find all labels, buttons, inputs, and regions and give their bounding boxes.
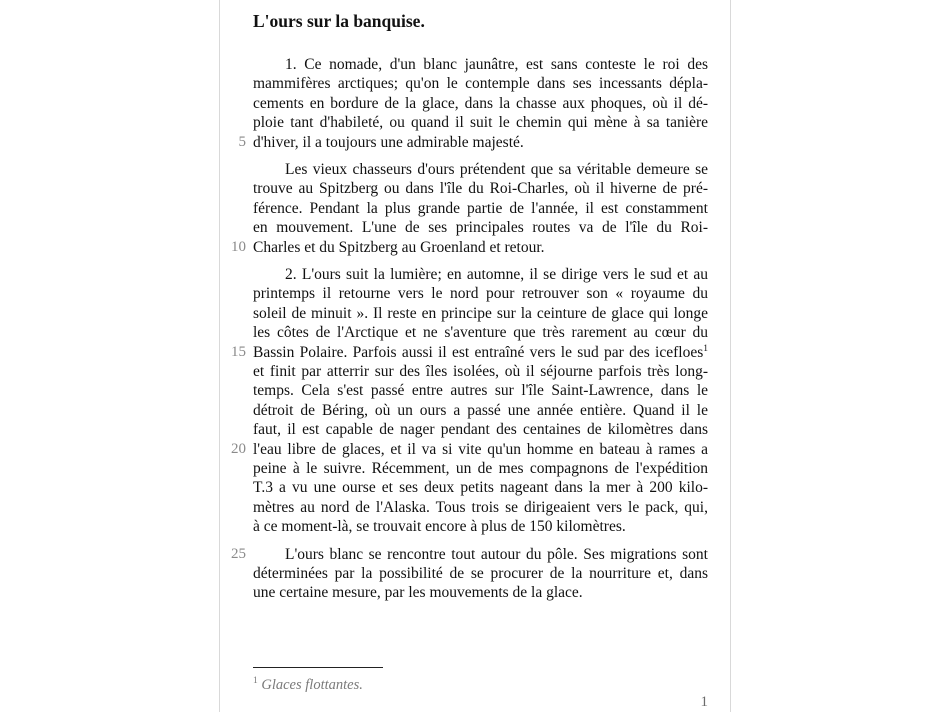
text-line [253, 238, 708, 257]
line-text: peine à le suivre. Récemment, un de mes compagnons de l'expédition [253, 460, 708, 477]
line-text: mammifères arctiques; qu'on le contemple dans ses incessants dépla- [253, 75, 708, 93]
line-text: Charles et du Spitzberg au Groenland et retour. [253, 238, 545, 256]
line-number: 25 [231, 545, 246, 562]
footnote-reference: 1 [703, 343, 708, 354]
text-line [253, 440, 708, 459]
text-line [253, 55, 708, 74]
line-text: mètres au nord de l'Alaska. Tous trois se dirigeaient vers le pack, qui, [253, 498, 708, 516]
line-text: férence. Pendant la plus grande partie de l'année, il est constamment [253, 199, 708, 217]
line-text: une certaine mesure, par les mouvements de la glace. [253, 584, 583, 602]
page-title: L'ours sur la banquise. [253, 11, 425, 31]
text-line [253, 517, 708, 536]
footnote-text: Glaces flottantes. [257, 677, 363, 693]
text-line [253, 401, 708, 420]
text-line [253, 545, 708, 564]
line-text: T.3 a vu une ourse et ses deux petits nageant dans la mer à 200 kilo- [253, 479, 708, 497]
line-text: d'hiver, il a toujours une admirable majesté. [253, 133, 524, 151]
text-line [253, 478, 708, 497]
text-line [253, 284, 708, 303]
line-text: à ce moment-là, se trouvait encore à plus de 150 kilomètres. [253, 518, 626, 536]
line-text: soleil de minuit ». Il reste en principe sur la ceinture de glace qui longe [253, 304, 708, 322]
text-line [253, 420, 708, 439]
text-line [253, 74, 708, 93]
text-line [253, 323, 708, 342]
text-line [253, 459, 708, 478]
line-text: L'ours blanc se rencontre tout autour du pôle. Ses migrations sont [285, 545, 708, 563]
text-line [253, 199, 708, 218]
line-text: cements en bordure de la glace, dans la chasse aux phoques, où il dé- [253, 94, 708, 112]
line-text: temps. Cela s'est passé entre autres sur l'île Saint-Lawrence, dans le [253, 382, 708, 400]
text-line [253, 94, 708, 113]
text-line [253, 265, 708, 284]
text-line [253, 160, 708, 179]
line-text: déterminées par la possibilité de se procurer de la nourriture et, dans [253, 565, 708, 582]
line-number: 5 [238, 133, 246, 150]
line-text: l'eau libre de glaces, et il va si vite qu'un homme en bateau à rames a [253, 440, 708, 458]
page-number: 1 [700, 694, 708, 710]
line-number: 20 [231, 440, 246, 457]
text-line [253, 343, 708, 362]
text-line [253, 304, 708, 323]
text-line [253, 179, 708, 198]
line-text: Bassin Polaire. Parfois aussi il est entraîné vers le sud par des icefloes [253, 343, 704, 361]
text-line [253, 113, 708, 132]
text-line [253, 362, 708, 381]
text-line [253, 381, 708, 400]
text-line [253, 498, 708, 517]
line-number: 10 [231, 238, 246, 255]
document-page [219, 0, 731, 712]
line-text: trouve au Spitzberg ou dans l'île du Roi-Charles, où il hiverne de pré- [253, 180, 708, 198]
footnote [253, 676, 363, 694]
text-line [253, 133, 708, 152]
footnote-marker: 1 [253, 676, 258, 687]
line-text: 2. L'ours suit la lumière; en automne, il se dirige vers le sud et au [285, 266, 708, 283]
line-text: faut, il est capable de nager pendant des centaines de kilomètres dans [253, 421, 708, 439]
text-line [253, 564, 708, 583]
line-text: 1. Ce nomade, d'un blanc jaunâtre, est sans conteste le roi des [285, 56, 708, 73]
line-text: Les vieux chasseurs d'ours prétendent que sa véritable demeure se [285, 161, 708, 178]
line-text: en mouvement. L'une de ses principales routes va de l'île du Roi- [253, 219, 708, 237]
line-text: détroit de Béring, où un ours a passé une année entière. Quand il le [253, 401, 708, 419]
text-line [253, 218, 708, 237]
line-number: 15 [231, 343, 246, 360]
line-text: printemps il retourne vers le nord pour retrouver son « royaume du [253, 285, 708, 303]
line-text: les côtes de l'Arctique et ne s'aventure que très rarement au cœur du [253, 324, 708, 342]
footnote-divider [253, 667, 383, 668]
line-text: et finit par atterrir sur des îles isolées, où il séjourne parfois très long- [253, 363, 708, 380]
line-text: ploie tant d'habileté, ou quand il suit le chemin qui mène à sa tanière [253, 114, 708, 132]
text-line [253, 583, 708, 602]
